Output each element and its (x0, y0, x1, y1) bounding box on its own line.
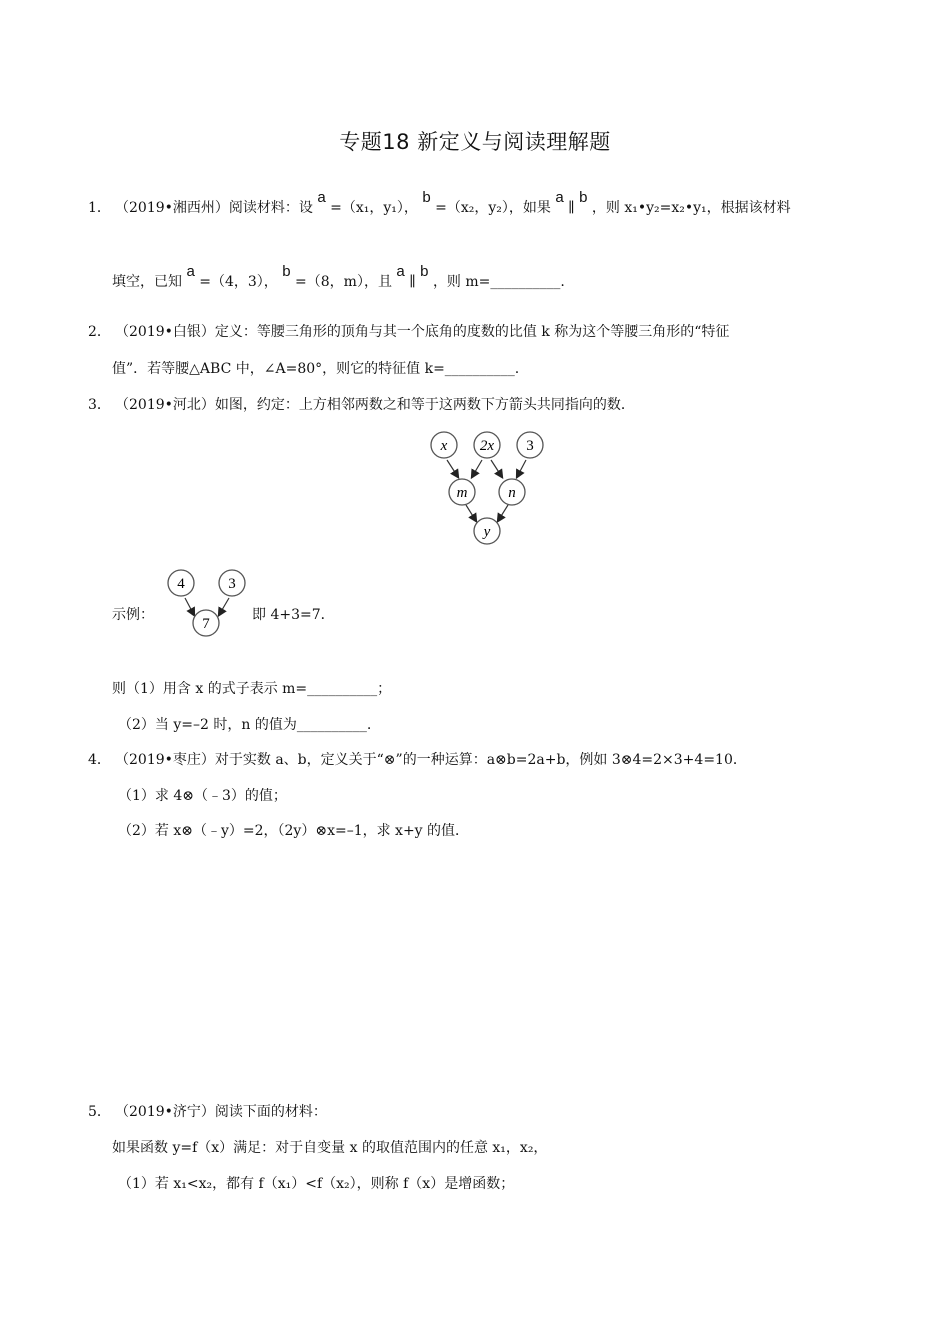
q2-line2: 值”．若等腰△ABC 中，∠A=80°，则它的特征值 k=__________. (112, 361, 520, 377)
q2-number: 2． (88, 324, 111, 340)
sum-tree-diagram (420, 425, 560, 550)
node-mid-1: m (456, 485, 468, 501)
vector-b: b (422, 189, 431, 206)
q4-number: 4． (88, 752, 111, 768)
q1-a-value: =（4，3）， (199, 274, 278, 290)
q3-line1: （2019•河北）如图，约定：上方相邻两数之和等于这两数下方箭头共同指向的数． (115, 397, 635, 413)
q1-b-value: =（8，m），且 (295, 274, 392, 290)
page-title: 专题18 新定义与阅读理解题 (339, 130, 611, 154)
example-diagram (160, 565, 255, 640)
q3-number: 3． (88, 397, 111, 413)
example-text: 即 4+3=7． (252, 607, 335, 623)
node-top-1: x (440, 438, 448, 454)
q1-line2 (112, 263, 565, 292)
node-mid-2: n (508, 485, 516, 501)
example-node-1: 4 (177, 576, 185, 592)
node-top-3: 3 (526, 438, 534, 454)
node-bottom: y (483, 524, 491, 540)
q1-line2-lead: 填空，已知 (112, 274, 182, 290)
q1-eq-b: =（x₂，y₂），如果 (435, 200, 551, 216)
example-label: 示例： (112, 607, 154, 623)
vector-b: b (579, 189, 588, 206)
q3-part1: 则（1）用含 x 的式子表示 m=__________； (112, 681, 392, 697)
q1-number: 1． (88, 200, 111, 216)
q5-line3: （1）若 x₁<x₂，都有 f（x₁）<f（x₂），则称 f（x）是增函数； (118, 1176, 515, 1192)
q5-line2: 如果函数 y=f（x）满足：对于自变量 x 的取值范围内的任意 x₁，x₂， (112, 1140, 548, 1156)
vector-a: a (317, 189, 326, 206)
q1-line1 (115, 189, 791, 218)
q1-cond: ，则 x₁•y₂=x₂•y₁，根据该材料 (591, 200, 791, 216)
vector-b: b (420, 263, 429, 280)
q4-line1: （2019•枣庄）对于实数 a、b，定义关于“⊗”的一种运算：a⊗b=2a+b，例如 3⊗4=2×3+4=10． (115, 752, 747, 768)
parallel-symbol: ∥ (409, 274, 416, 290)
q1-eq-a: =（x₁，y₁）， (330, 200, 418, 216)
q5-number: 5． (88, 1104, 111, 1120)
q2-line1: （2019•白银）定义：等腰三角形的顶角与其一个底角的度数的比值 k 称为这个等腰三角形的“特征 (115, 324, 730, 340)
q1-source: （2019•湘西州） (115, 200, 229, 216)
q1-lead: 阅读材料：设 (228, 200, 313, 216)
q3-part2: （2）当 y=–2 时，n 的值为__________. (118, 717, 372, 733)
example-node-2: 3 (228, 576, 236, 592)
q4-part2: （2）若 x⊗（﹣y）=2，（2y）⊗x=–1，求 x+y 的值． (118, 823, 470, 839)
example-node-sum: 7 (202, 616, 210, 632)
vector-a: a (555, 189, 564, 206)
vector-a: a (186, 263, 195, 280)
vector-b: b (282, 263, 291, 280)
node-top-2: 2x (479, 438, 495, 454)
q1-tail: ，则 m=__________. (432, 274, 565, 290)
parallel-symbol: ∥ (568, 200, 575, 216)
q5-line1: （2019•济宁）阅读下面的材料： (115, 1104, 327, 1120)
vector-a: a (396, 263, 405, 280)
q4-part1: （1）求 4⊗（﹣3）的值； (118, 788, 287, 804)
